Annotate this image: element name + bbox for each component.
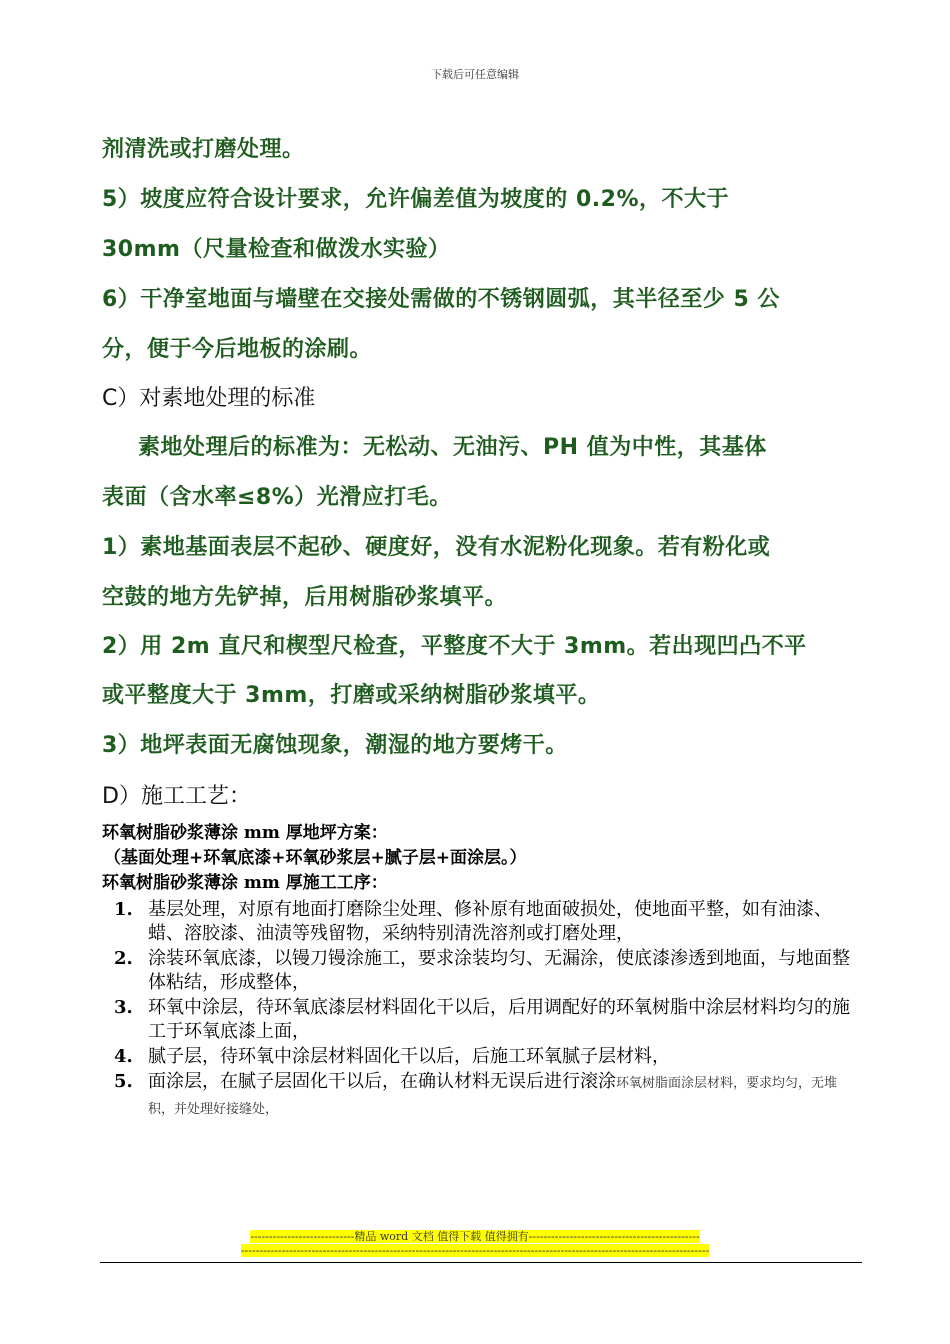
list-item bbox=[102, 947, 862, 995]
paragraph-line: 空鼓的地方先铲掉，后用树脂砂浆填平。 bbox=[102, 585, 508, 610]
plan-formula: （基面处理+环氧底漆+环氧砂浆层+腻子层+面涂层。） bbox=[104, 848, 527, 868]
footer-text: ----------------------------精品 word 文档 值得下载 值得拥有---------------------------------------------- bbox=[250, 1230, 700, 1243]
paragraph-line: 6）干净室地面与墙壁在交接处需做的不锈钢圆弧，其半径至少 5 公 bbox=[102, 287, 780, 312]
step-text-tail: 环氧树脂面涂层材料，要求均匀，无堆积，并处理好接缝处， bbox=[148, 1076, 838, 1117]
paragraph-line: 素地处理后的标准为：无松动、无油污、PH 值为中性，其基体 bbox=[138, 435, 767, 460]
step-text: 涂装环氧底漆，以镘刀镘涂施工，要求涂装均匀、无漏涂，使底漆渗透到地面，与地面整体粘结，形成整体， bbox=[148, 948, 850, 993]
footer-divider bbox=[100, 1262, 862, 1263]
list-item bbox=[102, 1070, 862, 1122]
paragraph-line: 表面（含水率≤8%）光滑应打毛。 bbox=[102, 485, 452, 510]
paragraph-line: 剂清洗或打磨处理。 bbox=[102, 137, 305, 162]
paragraph-line: 3）地坪表面无腐蚀现象，潮湿的地方要烤干。 bbox=[102, 733, 568, 758]
step-text: 环氧中涂层，待环氧底漆层材料固化干以后，后用调配好的环氧树脂中涂层材料均匀的施工于环氧底漆上面， bbox=[148, 997, 850, 1042]
paragraph-line: 30mm（尺量检查和做泼水实验） bbox=[102, 237, 451, 262]
step-number: 2. bbox=[114, 948, 133, 969]
footer-banner-line2 bbox=[0, 1244, 950, 1257]
step-text: 面涂层，在腻子层固化干以后，在确认材料无误后进行滚涂 bbox=[148, 1071, 616, 1092]
list-item bbox=[102, 898, 862, 946]
list-item bbox=[102, 996, 862, 1044]
list-item bbox=[102, 1045, 862, 1069]
plan-title: 环氧树脂砂浆薄涂 mm 厚地坪方案： bbox=[102, 823, 388, 843]
step-text: 腻子层，待环氧中涂层材料固化干以后，后施工环氧腻子层材料， bbox=[148, 1046, 670, 1067]
step-number: 3. bbox=[114, 997, 133, 1018]
process-steps-list bbox=[102, 898, 862, 1123]
page-header: 下载后可任意编辑 bbox=[431, 68, 519, 81]
paragraph-line: 分，便于今后地板的涂刷。 bbox=[102, 337, 373, 362]
process-title: 环氧树脂砂浆薄涂 mm 厚施工工序： bbox=[102, 873, 388, 893]
step-number: 1. bbox=[114, 899, 133, 920]
section-heading-d: D）施工工艺： bbox=[102, 784, 251, 809]
step-text: 基层处理，对原有地面打磨除尘处理、修补原有地面破损处，使地面平整，如有油漆、蜡、溶胶漆、油渍等残留物，采纳特别清洗溶剂或打磨处理， bbox=[148, 899, 832, 944]
paragraph-line: 5）坡度应符合设计要求，允许偏差值为坡度的 0.2%，不大于 bbox=[102, 187, 729, 212]
footer-dashes: ------------------------------------------------------------------------------------------------------------------------------ bbox=[240, 1244, 710, 1257]
paragraph-line: 或平整度大于 3mm，打磨或采纳树脂砂浆填平。 bbox=[102, 683, 601, 708]
footer-banner-line1 bbox=[0, 1228, 950, 1244]
section-heading-c: C）对素地处理的标准 bbox=[102, 386, 316, 411]
paragraph-line: 2）用 2m 直尺和楔型尺检查，平整度不大于 3mm。若出现凹凸不平 bbox=[102, 634, 807, 659]
paragraph-line: 1）素地基面表层不起砂、硬度好，没有水泥粉化现象。若有粉化或 bbox=[102, 535, 771, 560]
step-number: 4. bbox=[114, 1046, 133, 1067]
step-number: 5. bbox=[114, 1071, 133, 1092]
